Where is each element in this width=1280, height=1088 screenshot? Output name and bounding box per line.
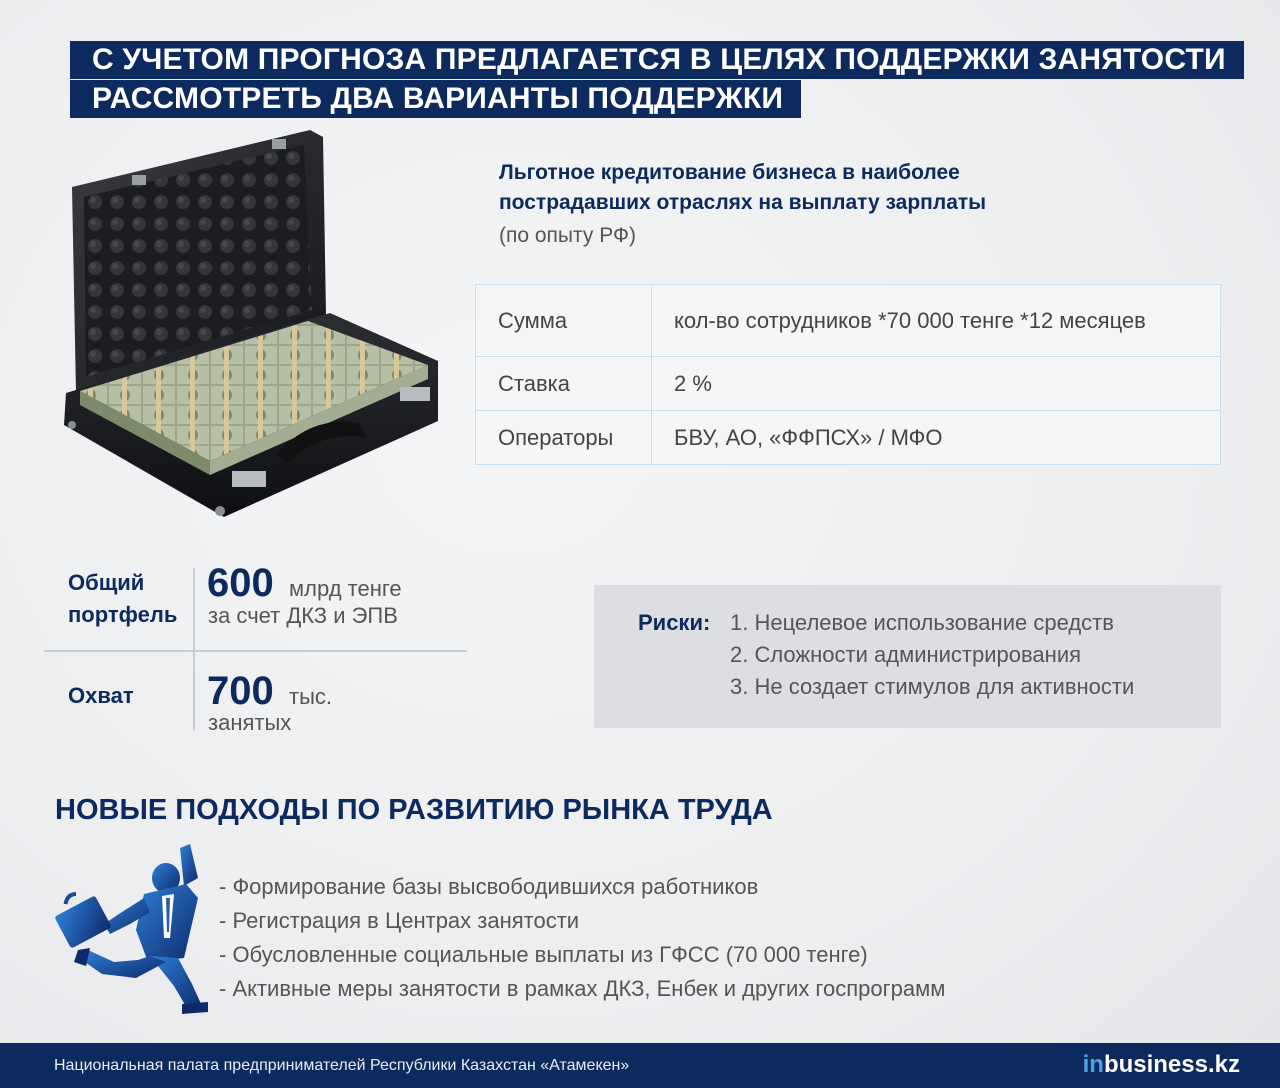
table-row (476, 411, 1221, 465)
option-title (499, 158, 1119, 218)
risk-item: 3. Не создает стимулов для активности (730, 674, 1135, 699)
footer-text: Национальная палата предпринимателей Республики Казахстан «Атамекен» (54, 1057, 630, 1074)
option-subtitle: (по опыту РФ) (499, 224, 636, 247)
approach-item: - Обусловленные социальные выплаты из ГФСС (70 000 тенге) (219, 942, 868, 967)
parameters-table (475, 284, 1221, 465)
coverage-number: 700 (207, 669, 274, 713)
page-title-line-2: РАССМОТРЕТЬ ДВА ВАРИАНТЫ ПОДДЕРЖКИ (70, 80, 801, 118)
portfolio-number: 600 (207, 561, 274, 605)
approach-item: - Активные меры занятости в рамках ДКЗ, Енбек и других госпрограмм (219, 976, 946, 1001)
stats-horizontal-divider (44, 650, 467, 652)
logo-in-text: in (1082, 1051, 1104, 1078)
coverage-label: Охват (68, 683, 134, 708)
portfolio-unit: млрд тенге (289, 576, 402, 601)
briefcase-money-image (40, 125, 460, 525)
table-row (476, 285, 1221, 357)
footer-bar (0, 1043, 1280, 1088)
approaches-title: НОВЫЕ ПОДХОДЫ ПО РАЗВИТИЮ РЫНКА ТРУДА (55, 794, 773, 826)
coverage-description: занятых (208, 710, 292, 735)
param-key: Сумма (476, 285, 652, 357)
logo-rest-text: business.kz (1103, 1051, 1240, 1078)
risk-item: 2. Сложности администрирования (730, 642, 1082, 667)
param-key: Операторы (476, 411, 652, 465)
coverage-unit: тыс. (289, 684, 333, 709)
option-title-line-2: пострадавших отраслях на выплату зарплаты (499, 191, 987, 214)
param-value: 2 % (652, 357, 1221, 411)
risk-item: 1. Нецелевое использование средств (730, 610, 1114, 635)
param-key: Ставка (476, 357, 652, 411)
page-title-line-1: С УЧЕТОМ ПРОГНОЗА ПРЕДЛАГАЕТСЯ В ЦЕЛЯХ ПОДДЕРЖКИ ЗАНЯТОСТИ (70, 41, 1244, 79)
portfolio-label-line-1: Общий (68, 570, 145, 595)
option-title-line-1: Льготное кредитование бизнеса в наиболее (499, 161, 960, 184)
running-businessman-icon (52, 838, 237, 1018)
approach-item: - Регистрация в Центрах занятости (219, 908, 580, 933)
site-logo[interactable] (1083, 1050, 1240, 1080)
portfolio-description: за счет ДКЗ и ЭПВ (208, 603, 398, 628)
risks-label: Риски: (638, 610, 711, 635)
portfolio-label-line-2: портфель (68, 602, 178, 627)
param-value: БВУ, АО, «ФФПСХ» / МФО (652, 411, 1221, 465)
risks-box (594, 585, 1221, 728)
table-row (476, 357, 1221, 411)
approach-item: - Формирование базы высвободившихся работников (219, 874, 759, 899)
param-value: кол-во сотрудников *70 000 тенге *12 месяцев (652, 285, 1221, 357)
